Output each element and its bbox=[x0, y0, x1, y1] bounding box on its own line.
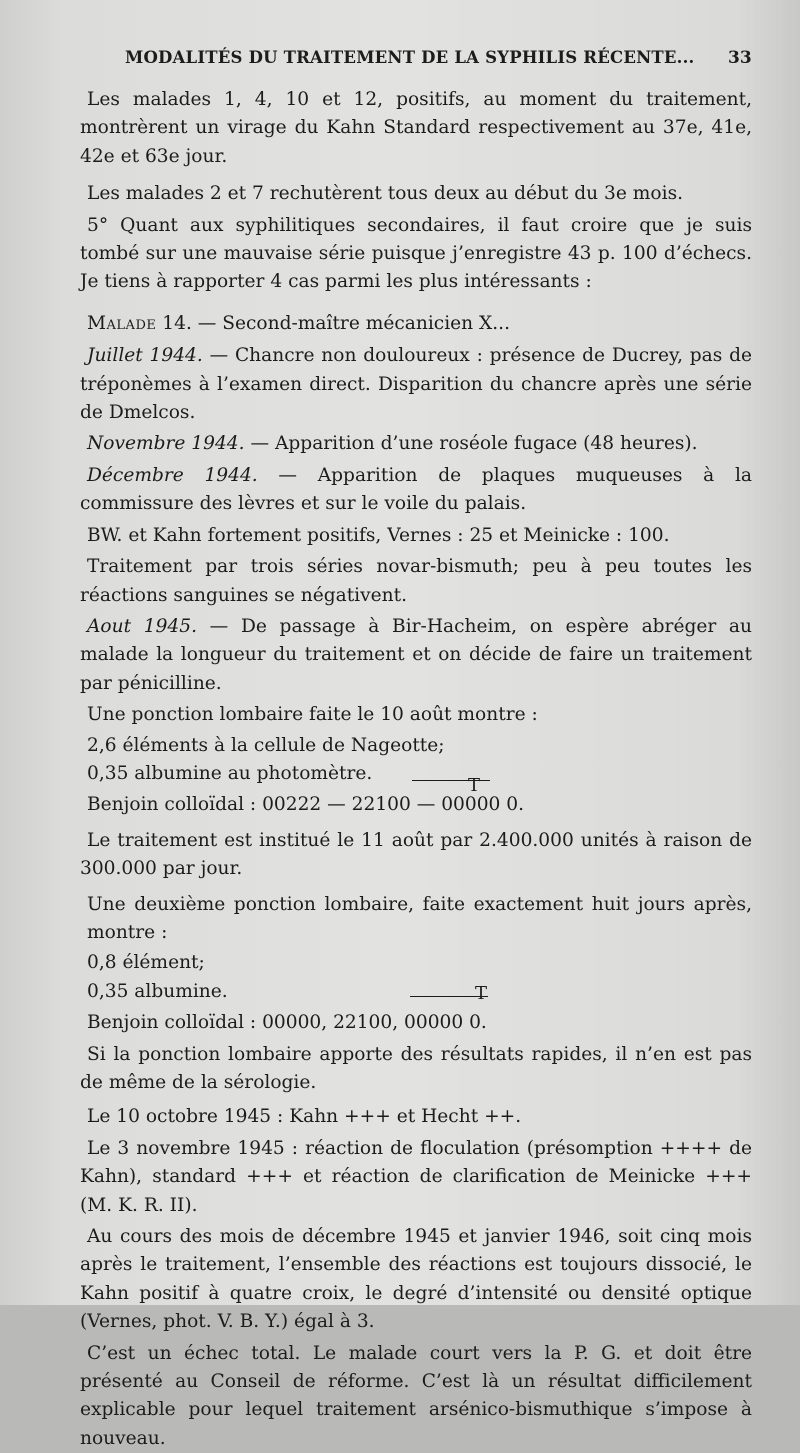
entry-text-juillet: — Chancre non douloureux : présence de Ducrey, pas de tréponèmes à l’examen direct. Disparition du chancre après une série de Dmelcos. bbox=[80, 345, 752, 424]
case-heading bbox=[80, 310, 752, 338]
entry-text-novembre: — Apparition d’une roséole fugace (48 heures). bbox=[250, 433, 698, 455]
page-body bbox=[80, 86, 752, 1453]
result-albumine-1 bbox=[80, 760, 752, 796]
entry-novembre bbox=[80, 430, 752, 458]
paragraph-novembre-1945: Le 3 novembre 1945 : réaction de floculation (présomption ++++ de Kahn), standard +++ et réaction de clarification de Meinicke +++ (M. K. R. II). bbox=[80, 1137, 752, 1216]
albumine-2-text: 0,35 albumine. bbox=[87, 980, 228, 1002]
date-label-aout: Aout 1945. bbox=[87, 615, 197, 637]
result-elements-2: 0,8 élément; bbox=[87, 952, 205, 974]
case-label: Malade bbox=[87, 312, 157, 334]
result-benjoin-1: Benjoin colloïdal : 00222 — 22100 — 00000 0. bbox=[87, 794, 525, 816]
paragraph-decembre-1945: Au cours des mois de décembre 1945 et janvier 1946, soit cinq mois après le traitement, l’ensemble des réactions est toujours dissocié, le Kahn positif à quatre croix, le degré d’intensité ou densité optique (Vernes, phot. V. B. Y.) égal à 3. bbox=[80, 1226, 752, 1333]
entry-juillet bbox=[80, 342, 752, 427]
entry-decembre bbox=[80, 462, 752, 519]
albumine-1-text: 0,35 albumine au photomètre. bbox=[87, 762, 373, 784]
paragraph-ponction-1: Une ponction lombaire faite le 10 août montre : bbox=[87, 704, 538, 726]
paragraph-octobre: Le 10 octobre 1945 : Kahn +++ et Hecht ++. bbox=[87, 1106, 522, 1128]
paragraph-serologie: Si la ponction lombaire apporte des résultats rapides, il n’en est pas de même de la sérologie. bbox=[80, 1043, 752, 1093]
entry-text-decembre: — Apparition de plaques muqueuses à la commissure des lèvres et sur le voile du palais. bbox=[80, 464, 752, 515]
page-number: 33 bbox=[728, 48, 752, 68]
entry-text-aout: — De passage à Bir-Hacheim, on espère abréger au malade la longueur du traitement et on décide de faire un traitement par pénicilline. bbox=[80, 615, 752, 694]
result-albumine-2 bbox=[80, 978, 752, 1006]
paragraph-bw: BW. et Kahn fortement positifs, Vernes : 25 et Meinicke : 100. bbox=[87, 524, 670, 546]
case-text: 14. — Second-maître mécanicien X... bbox=[162, 312, 511, 334]
paragraph-traitement: Traitement par trois séries novar-bismuth; peu à peu toutes les réactions sanguines se négativent. bbox=[80, 556, 752, 606]
page-header bbox=[0, 44, 800, 74]
paragraph-echec: C’est un échec total. Le malade court vers la P. G. et doit être présenté au Conseil de réforme. C’est là un résultat difficilement explicable pour lequel traitement arsénico-bismuthique s’impose à nouveau. bbox=[80, 1342, 752, 1449]
paragraph-virage: Les malades 1, 4, 10 et 12, positifs, au moment du traitement, montrèrent un virage du Kahn Standard respectivement au 37e, 41e, 42e et 63e jour. bbox=[80, 89, 752, 167]
t-mark-2: T bbox=[475, 982, 488, 1004]
date-label-decembre: Décembre 1944. bbox=[87, 464, 258, 486]
paragraph-secondaires: 5° Quant aux syphilitiques secondaires, il faut croire que je suis tombé sur une mauvaise série puisque j’enregistre 43 p. 100 d’échecs. Je tiens à rapporter 4 cas parmi les plus intéressants : bbox=[80, 214, 752, 293]
result-elements-1: 2,6 éléments à la cellule de Nageotte; bbox=[87, 734, 445, 756]
t-mark-1: T bbox=[468, 774, 481, 796]
result-benjoin-2: Benjoin colloïdal : 00000, 22100, 00000 0. bbox=[87, 1012, 487, 1034]
paragraph-institue: Le traitement est institué le 11 août par 2.400.000 unités à raison de 300.000 par jour. bbox=[80, 829, 752, 880]
paragraph-ponction-2: Une deuxième ponction lombaire, faite exactement huit jours après, montre : bbox=[87, 893, 752, 943]
running-head: MODALITÉS DU TRAITEMENT DE LA SYPHILIS RÉCENTE... bbox=[125, 48, 695, 67]
date-label-novembre: Novembre 1944. bbox=[87, 433, 245, 455]
paragraph-rechute: Les malades 2 et 7 rechutèrent tous deux au début du 3e mois. bbox=[87, 183, 684, 205]
date-label-juillet: Juillet 1944. bbox=[87, 345, 203, 367]
entry-aout bbox=[80, 613, 752, 698]
